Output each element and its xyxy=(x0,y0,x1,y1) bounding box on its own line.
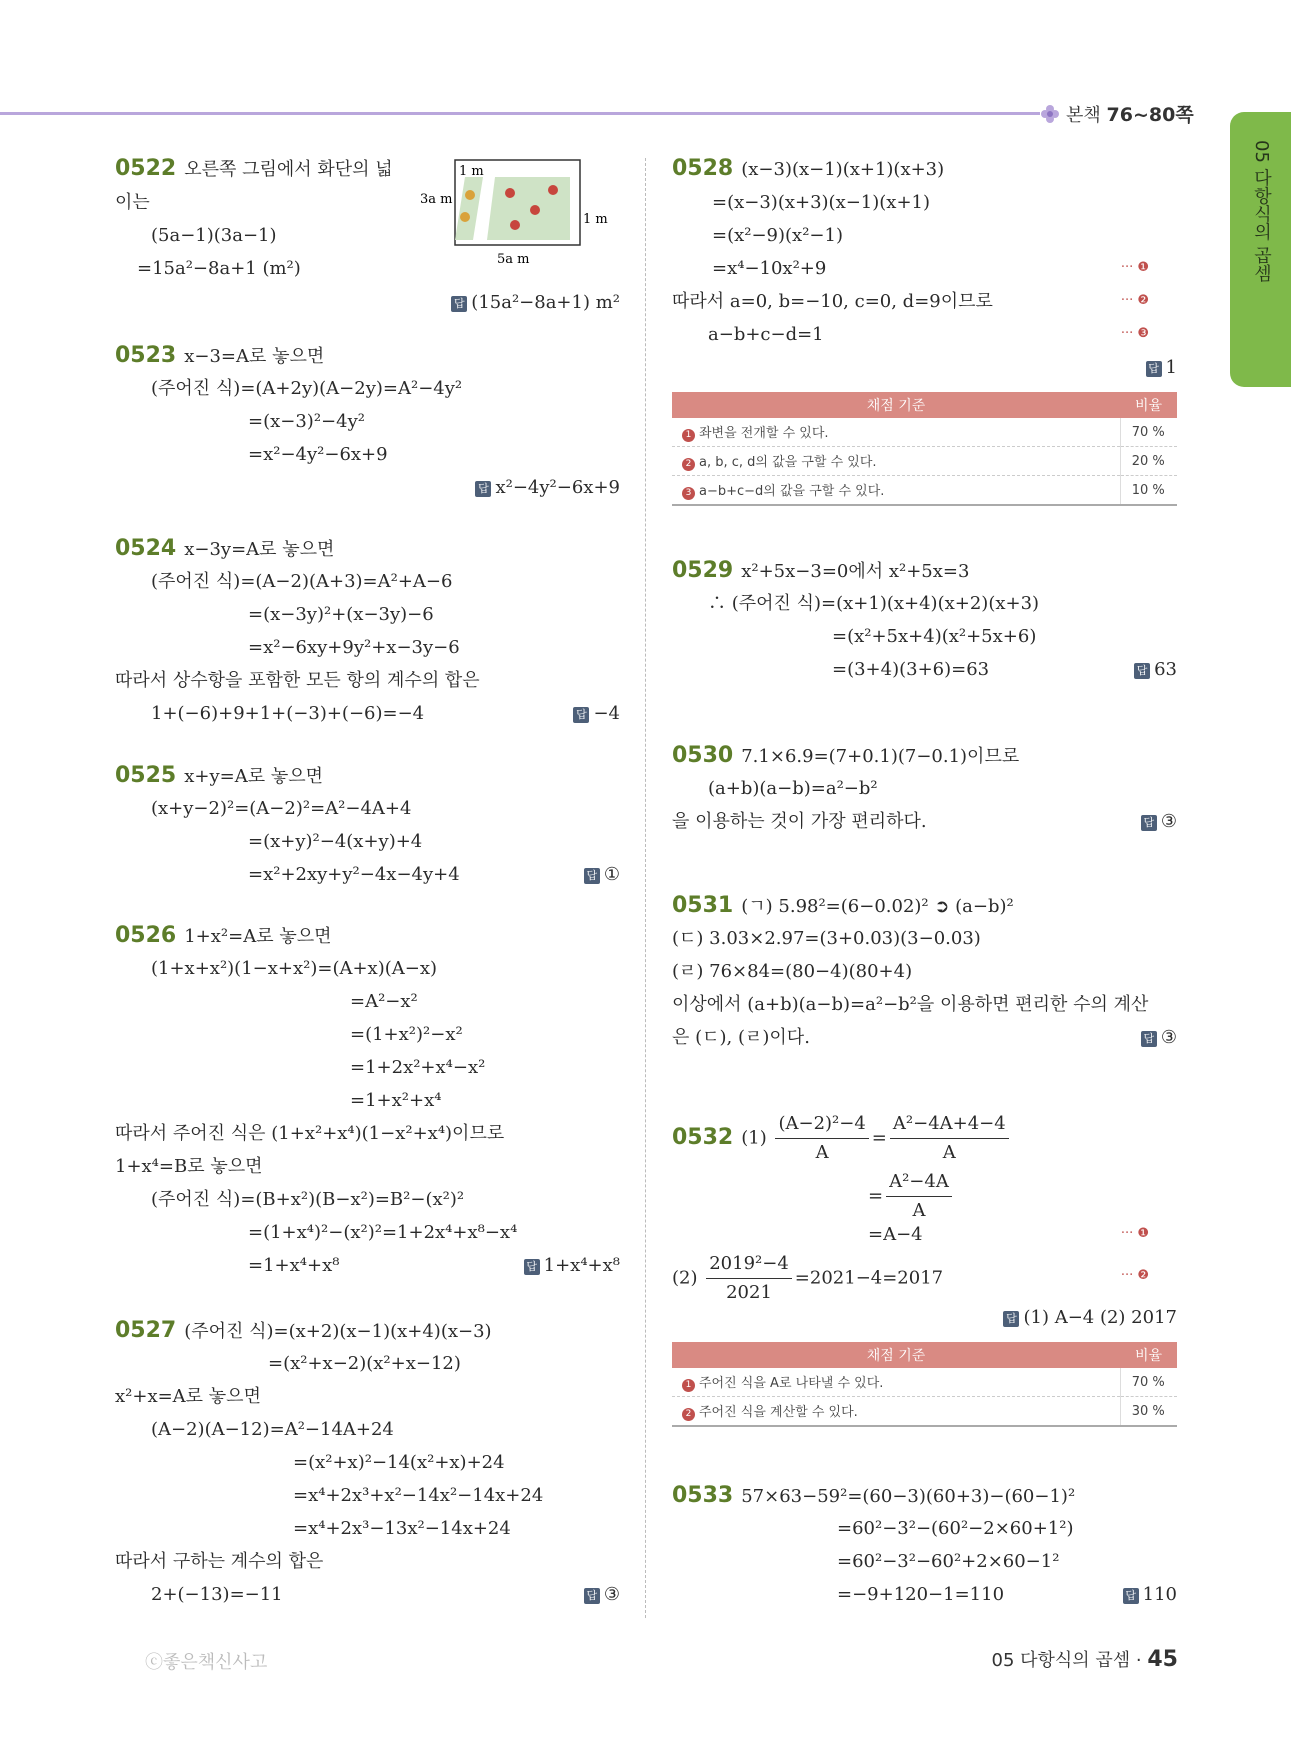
line: 2+(−13)=−11 xyxy=(151,1584,283,1605)
table-row xyxy=(672,1368,1177,1397)
answer xyxy=(524,1255,620,1276)
criterion: 주어진 식을 A로 나타낼 수 있다. xyxy=(699,1376,884,1391)
part-label: (1) xyxy=(741,1127,767,1149)
step-badge: 1 xyxy=(682,1379,695,1392)
line: a−b+c−d=1 xyxy=(708,324,824,345)
denominator: A xyxy=(942,1142,956,1163)
line: 이는 xyxy=(115,192,150,213)
answer xyxy=(1003,1307,1177,1328)
chapter-tab-label: 05 다항식의 곱셈 xyxy=(1251,140,1272,283)
step-badge: 3 xyxy=(682,487,695,500)
answer-mark: 답 xyxy=(1003,1311,1019,1327)
line: =1+x⁴+x⁸ xyxy=(248,1255,340,1276)
line: x−3=A로 놓으면 xyxy=(184,346,325,367)
answer-mark: 답 xyxy=(573,707,589,723)
criterion: a, b, c, d의 값을 구할 수 있다. xyxy=(699,455,877,470)
line: =x²−4y²−6x+9 xyxy=(248,444,388,465)
fraction xyxy=(775,1110,868,1167)
answer-value: 1+x⁴+x⁸ xyxy=(543,1255,620,1276)
answer xyxy=(1141,1027,1177,1048)
line: 1+x⁴=B로 놓으면 xyxy=(115,1156,263,1177)
problem-number: 0530 xyxy=(672,743,734,768)
table-row xyxy=(672,447,1177,476)
answer-mark: 답 xyxy=(451,296,467,312)
line: =(x²+x−2)(x²+x−12) xyxy=(268,1353,461,1374)
step-marker: ··· ❶ xyxy=(1120,1226,1149,1241)
answer xyxy=(573,703,620,724)
ratio: 10 % xyxy=(1120,476,1177,506)
line: x+y=A로 놓으면 xyxy=(184,766,323,787)
step-badge: 1 xyxy=(682,429,695,442)
table-row xyxy=(672,418,1177,447)
answer-value: x²−4y²−6x+9 xyxy=(495,477,620,498)
step-marker: ··· ❸ xyxy=(1120,326,1149,341)
ratio: 20 % xyxy=(1120,447,1177,476)
answer xyxy=(1134,659,1177,680)
line: (ㄷ) 3.03×2.97=(3+0.03)(3−0.03) xyxy=(672,928,981,949)
answer-value: 1 xyxy=(1165,357,1177,378)
denominator: A xyxy=(912,1200,926,1221)
line: (5a−1)(3a−1) xyxy=(151,225,277,246)
line: 따라서 상수항을 포함한 모든 항의 계수의 합은 xyxy=(115,670,480,691)
answer-value: ③ xyxy=(603,1584,620,1605)
problem-number: 0531 xyxy=(672,893,734,918)
line: =15a²−8a+1 (m²) xyxy=(137,258,301,279)
line: (x+y−2)²=(A−2)²=A²−4A+4 xyxy=(151,798,412,819)
line: =1+2x²+x⁴−x² xyxy=(350,1057,486,1078)
line: =(1+x²)²−x² xyxy=(350,1024,463,1045)
line: 을 이용하는 것이 가장 편리하다. xyxy=(672,811,927,832)
step-badge: 2 xyxy=(682,1408,695,1421)
table-row xyxy=(672,476,1177,506)
numerator: 2019²−4 xyxy=(706,1250,792,1279)
line: (1+x+x²)(1−x+x²)=(A+x)(A−x) xyxy=(151,958,437,979)
ratio: 30 % xyxy=(1120,1397,1177,1427)
answer-value: ① xyxy=(603,864,620,885)
line: 은 (ㄷ), (ㄹ)이다. xyxy=(672,1027,810,1048)
column-divider xyxy=(645,158,646,1618)
answer xyxy=(475,477,620,498)
answer-value: ③ xyxy=(1160,1027,1177,1048)
answer-value: 63 xyxy=(1154,659,1177,680)
line: =60²−3²−(60²−2×60+1²) xyxy=(837,1518,1074,1539)
ratio: 70 % xyxy=(1120,1368,1177,1397)
line: =60²−3²−60²+2×60−1² xyxy=(837,1551,1060,1572)
scoring-table xyxy=(672,1342,1177,1427)
flower-bed-figure xyxy=(420,155,615,270)
part-label: (2) xyxy=(672,1267,698,1289)
line: =(x+y)²−4(x+y)+4 xyxy=(248,831,423,852)
problem-number: 0523 xyxy=(115,343,177,368)
line: (주어진 식)=(A+2y)(A−2y)=A²−4y² xyxy=(151,378,463,399)
line: x²+x=A로 놓으면 xyxy=(115,1386,261,1407)
denominator: 2021 xyxy=(726,1282,772,1303)
line: =(x−3)²−4y² xyxy=(248,411,365,432)
label-right: 1 m xyxy=(583,212,608,227)
line: (주어진 식)=(B+x²)(B−x²)=B²−(x²)² xyxy=(151,1189,465,1210)
criterion: a−b+c−d의 값을 구할 수 있다. xyxy=(699,484,885,499)
label-bottom: 5a m xyxy=(497,252,530,267)
line: =−9+120−1=110 xyxy=(837,1584,1005,1605)
line: =(3+4)(3+6)=63 xyxy=(832,659,990,680)
page-number: 45 xyxy=(1147,1647,1178,1672)
page-reference xyxy=(1040,100,1194,127)
fraction xyxy=(886,1168,952,1225)
answer-mark: 답 xyxy=(524,1259,540,1275)
step-marker: ··· ❶ xyxy=(1120,260,1149,275)
line: =(x−3y)²+(x−3y)−6 xyxy=(248,604,434,625)
line: 57×63−59²=(60−3)(60+3)−(60−1)² xyxy=(741,1486,1076,1507)
line: =x⁴−10x²+9 xyxy=(712,258,827,279)
answer-value: −4 xyxy=(593,703,620,724)
line: =A−4 xyxy=(868,1224,923,1245)
answer-value: (1) A−4 (2) 2017 xyxy=(1023,1307,1177,1328)
problem-number: 0532 xyxy=(672,1124,734,1150)
problem-number: 0528 xyxy=(672,156,734,181)
table-header: 비율 xyxy=(1120,392,1177,418)
line: =x²−6xy+9y²+x−3y−6 xyxy=(248,637,460,658)
table-header: 채점 기준 xyxy=(672,1342,1120,1368)
line: 이상에서 (a+b)(a−b)=a²−b²을 이용하면 편리한 수의 계산 xyxy=(672,994,1149,1015)
answer-mark: 답 xyxy=(1141,815,1157,831)
line: (ㄱ) 5.98²=(6−0.02)² ➲ (a−b)² xyxy=(741,896,1014,917)
line: =2021−4=2017 xyxy=(794,1267,944,1289)
problem-number: 0529 xyxy=(672,558,734,583)
problem-number: 0524 xyxy=(115,536,177,561)
line: =(x²+x)²−14(x²+x)+24 xyxy=(293,1452,505,1473)
numerator: (A−2)²−4 xyxy=(775,1110,868,1139)
line: =x²+2xy+y²−4x−4y+4 xyxy=(248,864,460,885)
line: 따라서 구하는 계수의 합은 xyxy=(115,1551,324,1572)
line: (주어진 식)=(x+2)(x−1)(x+4)(x−3) xyxy=(184,1321,492,1342)
answer-mark: 답 xyxy=(1123,1588,1139,1604)
answer-mark: 답 xyxy=(1146,361,1162,377)
line: =x⁴+2x³+x²−14x²−14x+24 xyxy=(293,1485,544,1506)
line: =A²−x² xyxy=(350,991,418,1012)
line: =(x²+5x+4)(x²+5x+6) xyxy=(832,626,1037,647)
problem-number: 0533 xyxy=(672,1483,734,1508)
line: =(x²−9)(x²−1) xyxy=(712,225,843,246)
flower-icon xyxy=(1040,104,1060,124)
answer-value: ③ xyxy=(1160,811,1177,832)
footer-chapter: 05 다항식의 곱셈 · xyxy=(991,1650,1142,1671)
answer-mark: 답 xyxy=(1141,1031,1157,1047)
line: (a+b)(a−b)=a²−b² xyxy=(708,778,878,799)
answer-mark: 답 xyxy=(584,1588,600,1604)
book-ref-pages: 76~80쪽 xyxy=(1106,104,1194,126)
line: 1+x²=A로 놓으면 xyxy=(184,926,332,947)
line: (A−2)(A−12)=A²−14A+24 xyxy=(151,1419,394,1440)
answer-value: 110 xyxy=(1142,1584,1177,1605)
line: =(x−3)(x+3)(x−1)(x+1) xyxy=(712,192,931,213)
line: (주어진 식)=(A−2)(A+3)=A²+A−6 xyxy=(151,571,453,592)
answer xyxy=(451,292,620,313)
publisher-label: ⓒ좋은책신사고 xyxy=(145,1652,268,1673)
line: (x−3)(x−1)(x+1)(x+3) xyxy=(741,159,945,180)
table-header: 채점 기준 xyxy=(672,392,1120,418)
line: 7.1×6.9=(7+0.1)(7−0.1)이므로 xyxy=(741,746,1020,767)
problem-number: 0526 xyxy=(115,923,177,948)
answer-mark: 답 xyxy=(1134,663,1150,679)
step-marker: ··· ❷ xyxy=(1120,1268,1149,1283)
table-row xyxy=(672,1397,1177,1427)
answer-mark: 답 xyxy=(584,868,600,884)
line: 따라서 주어진 식은 (1+x²+x⁴)(1−x²+x⁴)이므로 xyxy=(115,1123,505,1144)
answer xyxy=(1123,1584,1177,1605)
label-left: 3a m xyxy=(420,192,453,207)
label-top: 1 m xyxy=(459,164,484,179)
fraction xyxy=(706,1250,792,1307)
problem-number: 0525 xyxy=(115,763,177,788)
numerator: A²−4A xyxy=(886,1168,952,1197)
line: =x⁴+2x³−13x²−14x+24 xyxy=(293,1518,511,1539)
line: x−3y=A로 놓으면 xyxy=(184,539,335,560)
line: =1+x²+x⁴ xyxy=(350,1090,442,1111)
line: =(1+x⁴)²−(x²)²=1+2x⁴+x⁸−x⁴ xyxy=(248,1222,518,1243)
fraction xyxy=(890,1110,1009,1167)
answer-value: (15a²−8a+1) m² xyxy=(471,292,620,313)
criterion: 주어진 식을 계산할 수 있다. xyxy=(699,1405,858,1420)
answer xyxy=(584,864,620,885)
numerator: A²−4A+4−4 xyxy=(890,1110,1009,1139)
header-rule xyxy=(0,112,1040,115)
scoring-table xyxy=(672,392,1177,506)
line: x²+5x−3=0에서 x²+5x=3 xyxy=(741,561,970,582)
line: ∴ (주어진 식)=(x+1)(x+4)(x+2)(x+3) xyxy=(708,593,1040,614)
denominator: A xyxy=(815,1142,829,1163)
problem-number: 0527 xyxy=(115,1318,177,1343)
ratio: 70 % xyxy=(1120,418,1177,447)
book-ref-label: 본책 xyxy=(1066,105,1101,126)
line: 따라서 a=0, b=−10, c=0, d=9이므로 xyxy=(672,291,993,312)
answer xyxy=(584,1584,620,1605)
answer-mark: 답 xyxy=(475,481,491,497)
step-marker: ··· ❷ xyxy=(1120,293,1149,308)
table-header: 비율 xyxy=(1120,1342,1177,1368)
answer xyxy=(1141,811,1177,832)
answer xyxy=(1146,357,1177,378)
line: 오른쪽 그림에서 화단의 넓 xyxy=(184,159,393,180)
step-badge: 2 xyxy=(682,458,695,471)
criterion: 좌변을 전개할 수 있다. xyxy=(699,426,829,441)
line: 1+(−6)+9+1+(−3)+(−6)=−4 xyxy=(151,703,425,724)
page-footer xyxy=(992,1646,1178,1672)
problem-number: 0522 xyxy=(115,156,177,181)
line: (ㄹ) 76×84=(80−4)(80+4) xyxy=(672,961,913,982)
